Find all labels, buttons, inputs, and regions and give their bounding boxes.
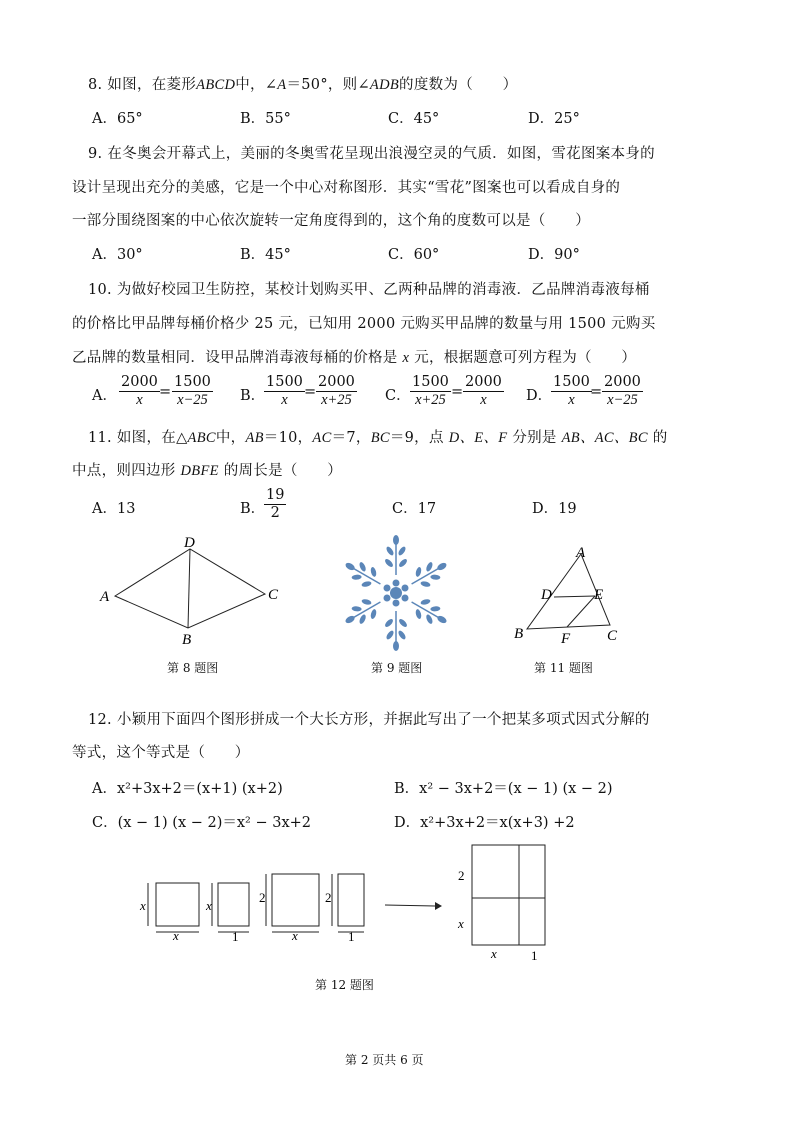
q10-c-right-frac: $\frac{2000}{x}$ [465,374,502,408]
triangle-label-c: C [607,628,618,644]
snowflake-arm-4 [384,611,409,651]
q9-line-3: 一部分围绕图案的中心依次旋转一定角度得到的，这个角的度数可以是（ ） [72,213,590,229]
rhombus-label-d: D [184,535,195,551]
figure-9-caption: 第 9 题图 [371,661,423,675]
q11-option-b-frac: $\frac{19}{2}$ [266,487,285,521]
snowflake-center-petal-4 [384,585,391,592]
q9-option-d: D．90° [528,247,580,263]
q9-line-2: 设计呈现出充分的美感，它是一个中心对称图形．其实“雪花”图案也可以看成自身的 [72,180,621,196]
figure-11-caption: 第 11 题图 [534,661,593,675]
q12-option-d: D．x²+3x+2＝x(x+3) +2 [394,815,575,831]
tile-x-by-1 [218,883,249,926]
arrow-head [435,902,442,910]
big-rect-label-1: 1 [531,948,538,963]
arrow-shaft [385,905,435,906]
tile3-bottom-label: x [292,928,298,943]
rhombus-label-c: C [268,587,279,603]
q10-line-3: 乙品牌的数量相同．设甲品牌消毒液每桶的价格是 x 元，根据题意可列方程为（ ） [72,350,637,366]
big-rect-label-x-bottom: x [491,946,497,961]
q10-a-right-frac: $\frac{1500}{x-25}$ [174,374,211,408]
q11-line-2: 中点，则四边形 DBFE 的周长是（ ） [72,463,343,479]
tile1-bottom-label: x [173,928,179,943]
q10-option-b-label: B． [240,388,266,404]
q11-line-1: 11. 如图，在△ABC中，AB＝10，AC＝7，BC＝9，点 D、E、F 分别是 AB、AC、BC 的 [88,430,668,446]
triangle-label-e: E [594,587,604,603]
q10-option-a-label: A． [92,388,117,404]
snowflake-arm-5 [340,591,387,632]
snowflake-center-petal-2 [393,600,400,607]
tile2-bottom-label: 1 [232,929,239,944]
triangle-label-b: B [514,626,524,642]
q10-a-left-frac: $\frac{2000}{x}$ [121,374,158,408]
tile3-side-label: 2 [259,890,266,905]
q10-d-right-frac: $\frac{2000}{x-25}$ [604,374,641,408]
q8-option-a: A．65° [92,111,143,127]
q8-option-b: B．55° [240,111,291,127]
tile4-side-label: 2 [325,890,332,905]
figure-8-caption: 第 8 题图 [167,661,219,675]
q10-a-equals: = [159,384,172,400]
q10-c-equals: = [451,384,464,400]
triangle-label-d: D [541,587,552,603]
figure-12-caption: 第 12 题图 [315,978,374,992]
tile4-bottom-label: 1 [348,929,355,944]
q12-line-1: 12. 小颖用下面四个图形拼成一个大长方形，并据此写出了一个把某多项式因式分解的 [88,712,650,728]
q12-option-c: C．(x − 1) (x − 2)＝x² − 3x+2 [92,815,312,831]
rhombus-label-b: B [182,632,192,648]
q11-option-a: A．13 [92,501,136,517]
figure-9-snowflake [336,533,456,653]
snowflake-center [390,587,402,599]
snowflake-arm-3 [405,591,452,632]
snowflake-arm-6 [340,553,387,594]
big-rectangle [472,845,545,945]
tile-2-by-x [272,874,319,926]
q11-option-c: C．17 [392,501,437,517]
q10-line-1: 10. 为做好校园卫生防控，某校计划购买甲、乙两种品牌的消毒液．乙品牌消毒液每桶 [88,282,650,298]
q10-option-c-label: C． [385,388,411,404]
tile-x-by-x [156,883,199,926]
q8-option-d: D．25° [528,111,580,127]
tile2-side-label: x [206,898,212,913]
q10-b-right-frac: $\frac{2000}{x+25}$ [318,374,355,408]
q10-option-d-label: D． [526,388,553,404]
q10-b-left-frac: $\frac{1500}{x}$ [266,374,303,408]
figure-8-rhombus [90,535,290,650]
snowflake-arm-1 [384,535,409,575]
q9-line-1: 9. 在冬奥会开幕式上，美丽的冬奥雪花呈现出浪漫空灵的气质．如图，雪花图案本身的 [88,146,655,162]
q11-option-d: D．19 [532,501,577,517]
q9-option-a: A．30° [92,247,143,263]
page-footer: 第 2 页共 6 页 [345,1053,424,1067]
big-rect-label-2: 2 [458,868,465,883]
triangle-label-f: F [561,631,571,647]
q10-d-left-frac: $\frac{1500}{x}$ [553,374,590,408]
big-rect-label-x-side: x [458,916,464,931]
figure-11-triangle [505,538,635,650]
rhombus-diagonal-bd [188,549,190,628]
q10-line-2: 的价格比甲品牌每桶价格少 25 元，已知用 2000 元购买甲品牌的数量与用 1500 元购买 [72,316,656,332]
figure-12-tiles [130,840,580,970]
snowflake-arm-2 [405,553,452,594]
q12-option-a: A．x²+3x+2＝(x+1) (x+2) [92,781,283,797]
q12-option-b: B．x² − 3x+2＝(x − 1) (x − 2) [394,781,613,797]
segment-de [554,596,595,597]
snowflake-center-petal-3 [402,585,409,592]
q8-option-c: C．45° [388,111,440,127]
segment-ef [567,596,595,627]
rhombus-label-a: A [100,589,110,605]
q8-stem: 8. 如图，在菱形ABCD中，∠A＝50°，则∠ADB的度数为（ ） [88,77,518,93]
tile-2-by-1 [338,874,364,926]
tile1-side-label: x [140,898,146,913]
q9-option-b: B．45° [240,247,291,263]
q10-b-equals: = [304,384,317,400]
snowflake-center-petal-5 [402,595,409,602]
snowflake-center-petal-1 [393,580,400,587]
q9-option-c: C．60° [388,247,440,263]
q10-d-equals: = [590,384,603,400]
q10-c-left-frac: $\frac{1500}{x+25}$ [412,374,449,408]
snowflake-center-petal-6 [384,595,391,602]
triangle-label-a: A [576,545,586,561]
q11-option-b-label: B． [240,501,266,517]
q12-line-2: 等式，这个等式是（ ） [72,745,250,761]
